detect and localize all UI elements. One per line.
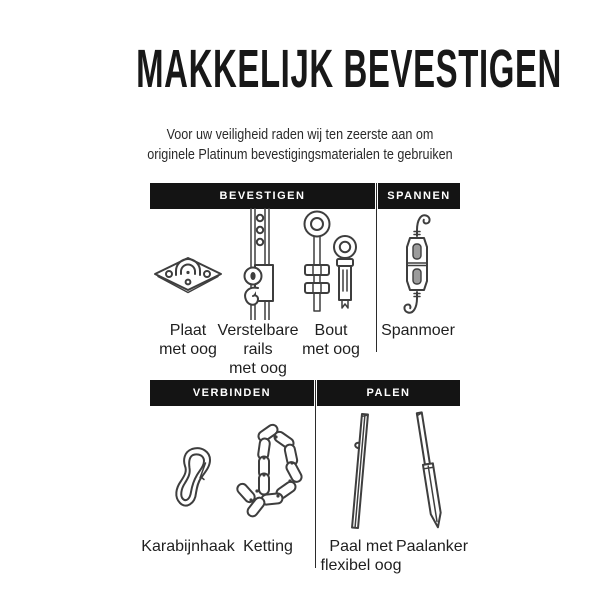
carabiner-icon	[169, 444, 225, 520]
chain-icon	[230, 420, 312, 532]
subtitle-line-1: Voor uw veiligheid raden wij ten zeerste aan om	[166, 126, 434, 143]
subtitle-line-2: originele Platinum bevestigingsmaterialen te gebruiken	[147, 146, 453, 163]
item-label-spanmoer: Spanmoer	[381, 322, 455, 339]
page-title: MAKKELIJK BEVESTIGEN	[136, 39, 562, 99]
item-label-karabijnhaak: Karabijnhaak	[141, 538, 235, 555]
pole-with-flexible-eye-icon	[344, 410, 376, 532]
item-label-paal-met-flexibel-oog: Paal met flexibel oog	[320, 538, 402, 574]
plate-with-eye-icon	[152, 243, 224, 299]
item-label-plaat-met-oog: Plaat met oog	[159, 322, 217, 358]
item-label-verstelbare-rails: Verstelbare rails met oog	[217, 322, 299, 377]
item-label-paalanker: Paalanker	[395, 538, 469, 555]
subtitle	[48, 125, 552, 165]
turnbuckle-icon	[395, 204, 439, 320]
section-header-bevestigen: BEVESTIGEN	[150, 183, 375, 209]
adjustable-rail-with-eye-icon	[234, 208, 282, 320]
section-header-verbinden: VERBINDEN	[150, 380, 314, 406]
eye-bolt-icon	[298, 207, 364, 319]
pole-anchor-icon	[412, 410, 446, 532]
item-label-ketting: Ketting	[243, 538, 293, 555]
item-label-bout-met-oog: Bout met oog	[302, 322, 360, 358]
section-header-palen: PALEN	[317, 380, 460, 406]
section-header-spannen: SPANNEN	[378, 183, 460, 209]
